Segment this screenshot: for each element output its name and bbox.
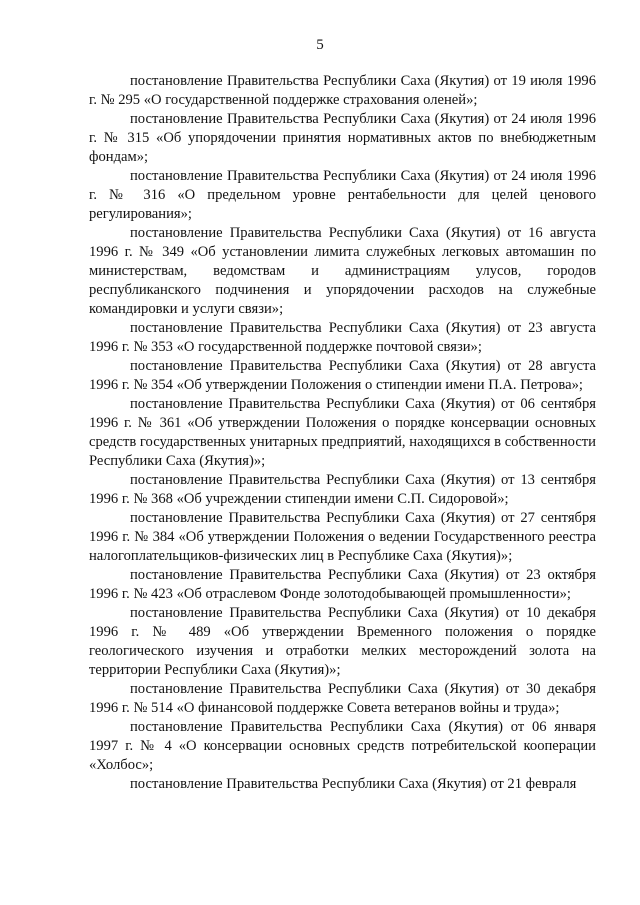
resolution-paragraph: постановление Правительства Республики Саха (Якутия) от 21 февраля [130,776,577,792]
resolution-paragraph: постановление Правительства Республики Саха (Якутия) от 24 июля 1996 г. № 315 «Об упорядочении принятия нормативных актов по внебюджетным фондам»; [89,111,596,165]
page-number: 5 [316,37,324,53]
resolution-paragraph: постановление Правительства Республики Саха (Якутия) от 06 сентября 1996 г. № 361 «Об утверждении Положения о порядке консервации основных средств государственных унитарных предприятий, находящихся в собственности Республики Саха (Якутия)»; [89,396,596,469]
resolution-paragraph: постановление Правительства Республики Саха (Якутия) от 27 сентября 1996 г. № 384 «Об утверждении Положения о ведении Государственного реестра налогоплательщиков-физических лиц в Республике Саха (Якутия)»; [89,510,596,564]
resolution-paragraph: постановление Правительства Республики Саха (Якутия) от 28 августа 1996 г. № 354 «Об утверждении Положения о стипендии имени П.А. Петрова»; [89,358,596,393]
resolution-paragraph: постановление Правительства Республики Саха (Якутия) от 13 сентября 1996 г. № 368 «Об учреждении стипендии имени С.П. Сидоровой»; [89,472,596,507]
document-body [89,72,596,794]
resolution-paragraph: постановление Правительства Республики Саха (Якутия) от 30 декабря 1996 г. № 514 «О финансовой поддержке Совета ветеранов войны и труда»; [89,681,596,716]
resolution-paragraph: постановление Правительства Республики Саха (Якутия) от 10 декабря 1996 г. № 489 «Об утверждении Временного положения о порядке геологического изучения и отработки мелких месторождений золота на территории Республики Саха (Якутия)»; [89,605,596,678]
resolution-paragraph: постановление Правительства Республики Саха (Якутия) от 16 августа 1996 г. № 349 «Об установлении лимита служебных легковых автомашин по министерствам, ведомствам и администрациям улусов, городов республиканского подчинения и упорядочении расходов на служебные командировки и услуги связи»; [89,225,596,317]
resolution-paragraph: постановление Правительства Республики Саха (Якутия) от 23 августа 1996 г. № 353 «О государственной поддержке почтовой связи»; [89,320,596,355]
resolution-paragraph: постановление Правительства Республики Саха (Якутия) от 06 января 1997 г. № 4 «О консервации основных средств потребительской кооперации «Холбос»; [89,719,596,773]
resolution-paragraph: постановление Правительства Республики Саха (Якутия) от 19 июля 1996 г. № 295 «О государственной поддержке страхования оленей»; [89,73,596,108]
resolution-paragraph: постановление Правительства Республики Саха (Якутия) от 23 октября 1996 г. № 423 «Об отраслевом Фонде золотодобывающей промышленности»; [89,567,596,602]
resolution-paragraph: постановление Правительства Республики Саха (Якутия) от 24 июля 1996 г. № 316 «О предельном уровне рентабельности для целей ценового регулирования»; [89,168,596,222]
